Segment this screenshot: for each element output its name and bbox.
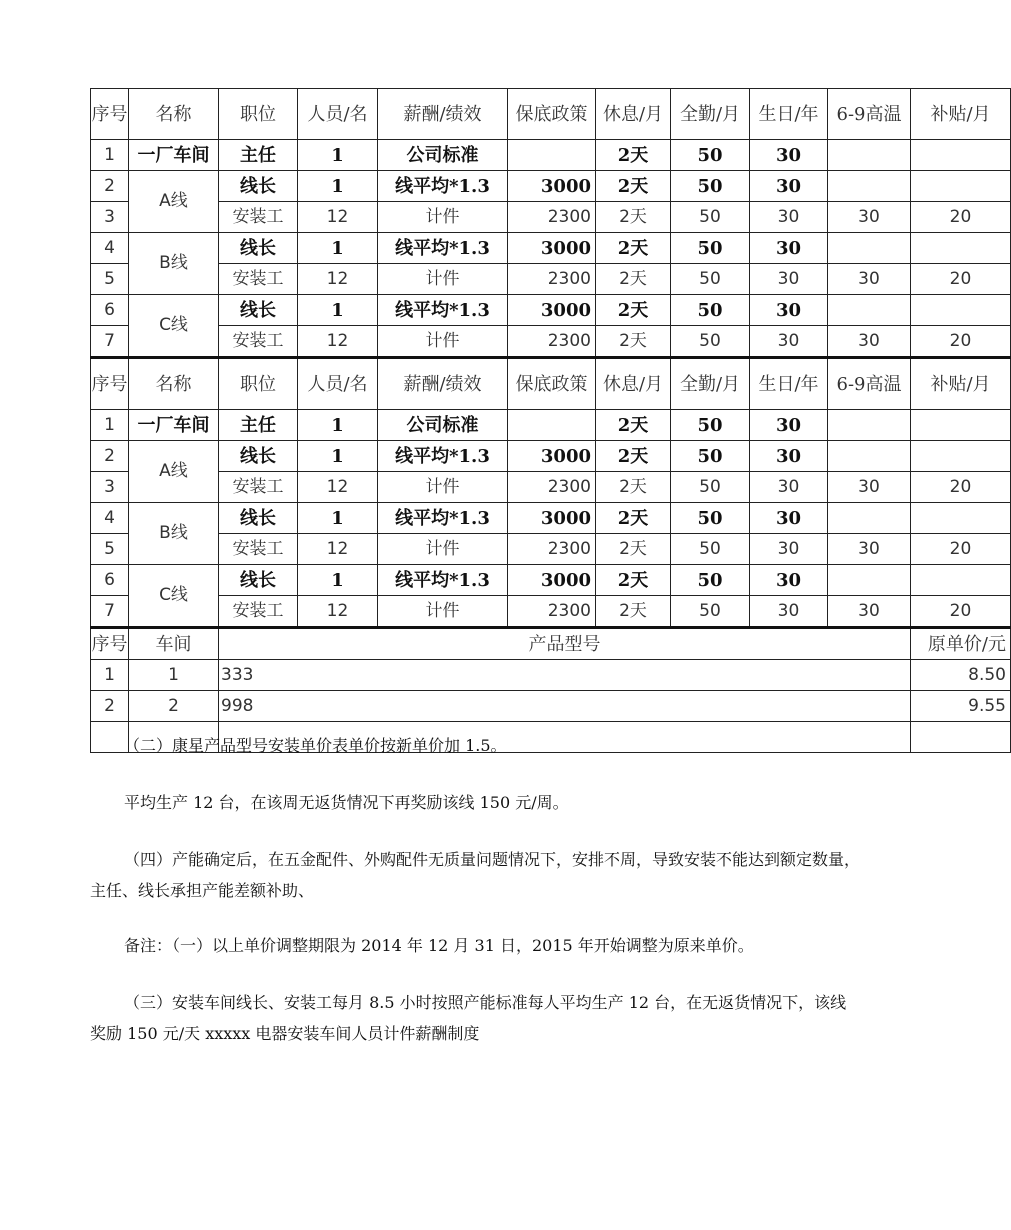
cell-num: 1 bbox=[298, 233, 378, 264]
cell-rest: 2天 bbox=[596, 295, 671, 326]
table-row bbox=[91, 202, 1011, 233]
column-header: 生日/年 bbox=[750, 89, 828, 140]
cell-sub: 20 bbox=[911, 264, 1011, 295]
cell-rest: 2天 bbox=[596, 441, 671, 472]
cell-pos: 线长 bbox=[219, 295, 298, 326]
cell-pos: 安装工 bbox=[219, 472, 298, 503]
column-header: 全勤/月 bbox=[671, 89, 750, 140]
product-header-row bbox=[91, 628, 1011, 660]
table-row bbox=[91, 326, 1011, 358]
cell-bday: 30 bbox=[750, 233, 828, 264]
cell-att: 50 bbox=[671, 534, 750, 565]
cell-pos: 线长 bbox=[219, 233, 298, 264]
cell-heat bbox=[828, 565, 911, 596]
cell-heat bbox=[828, 503, 911, 534]
column-header: 名称 bbox=[129, 89, 219, 140]
cell-num: 1 bbox=[298, 503, 378, 534]
cell-rest: 2天 bbox=[596, 565, 671, 596]
cell-num: 1 bbox=[298, 295, 378, 326]
column-header: 补贴/月 bbox=[911, 358, 1011, 410]
cell-heat: 30 bbox=[828, 326, 911, 358]
cell-sub bbox=[911, 410, 1011, 441]
cell-rest: 2天 bbox=[596, 596, 671, 628]
cell-base: 2300 bbox=[508, 596, 596, 628]
cell-price: 8.50 bbox=[911, 660, 1011, 691]
cell-no: 5 bbox=[91, 264, 129, 295]
cell-heat bbox=[828, 441, 911, 472]
column-header: 产品型号 bbox=[219, 628, 911, 660]
paragraph-4: 备注：（一）以上单价调整期限为 2014 年 12 月 31 日，2015 年开始调整为原来单价。 bbox=[124, 936, 754, 955]
cell-no: 2 bbox=[91, 691, 129, 722]
cell-no: 1 bbox=[91, 410, 129, 441]
column-header: 序号 bbox=[91, 89, 129, 140]
cell-pos: 主任 bbox=[219, 140, 298, 171]
cell-bday: 30 bbox=[750, 171, 828, 202]
cell-rest: 2天 bbox=[596, 140, 671, 171]
body-text bbox=[90, 730, 860, 1049]
cell-line-name: B线 bbox=[129, 503, 219, 565]
salary-table bbox=[90, 88, 1011, 753]
cell-pay: 计件 bbox=[378, 202, 508, 233]
cell-heat bbox=[828, 140, 911, 171]
cell-sub: 20 bbox=[911, 472, 1011, 503]
cell-no: 4 bbox=[91, 503, 129, 534]
cell-no: 1 bbox=[91, 140, 129, 171]
cell-att: 50 bbox=[671, 472, 750, 503]
cell-num: 12 bbox=[298, 326, 378, 358]
cell-rest: 2天 bbox=[596, 326, 671, 358]
cell-bday: 30 bbox=[750, 202, 828, 233]
cell-att: 50 bbox=[671, 140, 750, 171]
cell-sub: 20 bbox=[911, 534, 1011, 565]
column-header: 人员/名 bbox=[298, 89, 378, 140]
column-header: 车间 bbox=[129, 628, 219, 660]
table-row bbox=[91, 140, 1011, 171]
cell-heat: 30 bbox=[828, 264, 911, 295]
cell-line-name: A线 bbox=[129, 441, 219, 503]
cell-no: 3 bbox=[91, 472, 129, 503]
table-row bbox=[91, 441, 1011, 472]
paragraph-3: （四）产能确定后，在五金配件、外购配件无质量问题情况下，安排不周，导致安装不能达到额定数量，主任、线长承担产能差额补助、 bbox=[90, 850, 861, 900]
cell-rest: 2天 bbox=[596, 171, 671, 202]
cell-att: 50 bbox=[671, 410, 750, 441]
paragraph-2: 平均生产 12 台，在该周无返货情况下再奖励该线 150 元/周。 bbox=[124, 793, 569, 812]
cell-heat: 30 bbox=[828, 534, 911, 565]
cell-num: 1 bbox=[298, 441, 378, 472]
cell-bday: 30 bbox=[750, 534, 828, 565]
cell-no: 7 bbox=[91, 596, 129, 628]
cell-num: 1 bbox=[298, 565, 378, 596]
cell-pay: 计件 bbox=[378, 326, 508, 358]
cell-pay: 线平均*1.3 bbox=[378, 441, 508, 472]
cell-att: 50 bbox=[671, 326, 750, 358]
table-row bbox=[91, 534, 1011, 565]
cell-pay: 计件 bbox=[378, 596, 508, 628]
cell-no: 5 bbox=[91, 534, 129, 565]
column-header: 序号 bbox=[91, 628, 129, 660]
cell-line-name: A线 bbox=[129, 171, 219, 233]
cell-base: 3000 bbox=[508, 441, 596, 472]
table-header-row bbox=[91, 89, 1011, 140]
cell-pos: 安装工 bbox=[219, 596, 298, 628]
cell-num: 12 bbox=[298, 472, 378, 503]
cell-name: 一厂车间 bbox=[129, 140, 219, 171]
cell-no: 4 bbox=[91, 233, 129, 264]
cell-sub: 20 bbox=[911, 596, 1011, 628]
cell-base: 3000 bbox=[508, 171, 596, 202]
cell-base: 2300 bbox=[508, 264, 596, 295]
column-header: 序号 bbox=[91, 358, 129, 410]
cell-heat bbox=[828, 171, 911, 202]
cell-rest: 2天 bbox=[596, 233, 671, 264]
cell-heat: 30 bbox=[828, 202, 911, 233]
column-header: 全勤/月 bbox=[671, 358, 750, 410]
column-header: 名称 bbox=[129, 358, 219, 410]
cell-pay: 线平均*1.3 bbox=[378, 295, 508, 326]
cell-sub bbox=[911, 441, 1011, 472]
table-row bbox=[91, 596, 1011, 628]
cell-bday: 30 bbox=[750, 441, 828, 472]
cell-pay: 线平均*1.3 bbox=[378, 503, 508, 534]
cell-sub bbox=[911, 171, 1011, 202]
table-cell bbox=[911, 722, 1011, 753]
cell-att: 50 bbox=[671, 202, 750, 233]
column-header: 保底政策 bbox=[508, 358, 596, 410]
cell-bday: 30 bbox=[750, 503, 828, 534]
cell-name: 一厂车间 bbox=[129, 410, 219, 441]
cell-pos: 安装工 bbox=[219, 326, 298, 358]
table-row bbox=[91, 264, 1011, 295]
cell-base: 3000 bbox=[508, 295, 596, 326]
cell-sub bbox=[911, 140, 1011, 171]
cell-no: 6 bbox=[91, 295, 129, 326]
cell-num: 1 bbox=[298, 410, 378, 441]
cell-heat bbox=[828, 233, 911, 264]
cell-pos: 安装工 bbox=[219, 534, 298, 565]
cell-att: 50 bbox=[671, 565, 750, 596]
cell-no: 7 bbox=[91, 326, 129, 358]
table-row bbox=[91, 295, 1011, 326]
salary-table-region bbox=[90, 88, 1006, 726]
cell-rest: 2天 bbox=[596, 534, 671, 565]
cell-pay: 公司标准 bbox=[378, 140, 508, 171]
cell-pay: 公司标准 bbox=[378, 410, 508, 441]
cell-line-name: C线 bbox=[129, 565, 219, 628]
cell-pos: 线长 bbox=[219, 565, 298, 596]
cell-rest: 2天 bbox=[596, 410, 671, 441]
column-header: 生日/年 bbox=[750, 358, 828, 410]
table-row bbox=[91, 565, 1011, 596]
cell-bday: 30 bbox=[750, 410, 828, 441]
cell-sub bbox=[911, 565, 1011, 596]
cell-pos: 线长 bbox=[219, 441, 298, 472]
column-header: 原单价/元 bbox=[911, 628, 1011, 660]
cell-line-name: C线 bbox=[129, 295, 219, 358]
cell-heat: 30 bbox=[828, 596, 911, 628]
cell-sub bbox=[911, 295, 1011, 326]
cell-no: 2 bbox=[91, 171, 129, 202]
table-row bbox=[91, 410, 1011, 441]
cell-no: 1 bbox=[91, 660, 129, 691]
cell-att: 50 bbox=[671, 171, 750, 202]
cell-bday: 30 bbox=[750, 140, 828, 171]
cell-num: 12 bbox=[298, 596, 378, 628]
cell-rest: 2天 bbox=[596, 264, 671, 295]
cell-bday: 30 bbox=[750, 295, 828, 326]
cell-pay: 计件 bbox=[378, 534, 508, 565]
cell-bday: 30 bbox=[750, 596, 828, 628]
cell-sub bbox=[911, 503, 1011, 534]
cell-bday: 30 bbox=[750, 472, 828, 503]
cell-att: 50 bbox=[671, 295, 750, 326]
cell-heat bbox=[828, 295, 911, 326]
cell-price: 9.55 bbox=[911, 691, 1011, 722]
cell-rest: 2天 bbox=[596, 472, 671, 503]
cell-num: 1 bbox=[298, 140, 378, 171]
cell-base bbox=[508, 140, 596, 171]
cell-rest: 2天 bbox=[596, 503, 671, 534]
column-header: 保底政策 bbox=[508, 89, 596, 140]
cell-att: 50 bbox=[671, 441, 750, 472]
paragraph-1: （二）康星产品型号安装单价表单价按新单价加 1.5。 bbox=[124, 736, 507, 755]
cell-base: 2300 bbox=[508, 202, 596, 233]
cell-pos: 主任 bbox=[219, 410, 298, 441]
cell-att: 50 bbox=[671, 503, 750, 534]
cell-num: 12 bbox=[298, 202, 378, 233]
cell-model: 998 bbox=[219, 691, 911, 722]
paragraph-5: （三）安装车间线长、安装工每月 8.5 小时按照产能标准每人平均生产 12 台，在无返货情况下，该线奖励 150 元/天 xxxxx 电器安装车间人员计件薪酬制度 bbox=[90, 993, 847, 1043]
column-header: 人员/名 bbox=[298, 358, 378, 410]
cell-att: 50 bbox=[671, 596, 750, 628]
cell-no: 6 bbox=[91, 565, 129, 596]
cell-base: 3000 bbox=[508, 233, 596, 264]
cell-pay: 线平均*1.3 bbox=[378, 233, 508, 264]
cell-att: 50 bbox=[671, 264, 750, 295]
cell-base: 2300 bbox=[508, 472, 596, 503]
cell-pos: 线长 bbox=[219, 171, 298, 202]
cell-num: 12 bbox=[298, 264, 378, 295]
cell-num: 1 bbox=[298, 171, 378, 202]
cell-sub: 20 bbox=[911, 326, 1011, 358]
cell-att: 50 bbox=[671, 233, 750, 264]
cell-pos: 安装工 bbox=[219, 202, 298, 233]
column-header: 薪酬/绩效 bbox=[378, 89, 508, 140]
column-header: 休息/月 bbox=[596, 89, 671, 140]
product-row bbox=[91, 691, 1011, 722]
cell-base: 3000 bbox=[508, 565, 596, 596]
cell-pay: 计件 bbox=[378, 472, 508, 503]
cell-pay: 线平均*1.3 bbox=[378, 565, 508, 596]
table-row bbox=[91, 472, 1011, 503]
cell-num: 12 bbox=[298, 534, 378, 565]
cell-sub bbox=[911, 233, 1011, 264]
cell-pay: 计件 bbox=[378, 264, 508, 295]
product-row bbox=[91, 660, 1011, 691]
cell-line-name: B线 bbox=[129, 233, 219, 295]
column-header: 职位 bbox=[219, 358, 298, 410]
cell-no: 2 bbox=[91, 441, 129, 472]
cell-heat: 30 bbox=[828, 472, 911, 503]
column-header: 6-9高温 bbox=[828, 89, 911, 140]
cell-pos: 安装工 bbox=[219, 264, 298, 295]
cell-model: 333 bbox=[219, 660, 911, 691]
column-header: 补贴/月 bbox=[911, 89, 1011, 140]
column-header: 薪酬/绩效 bbox=[378, 358, 508, 410]
cell-heat bbox=[828, 410, 911, 441]
cell-no: 3 bbox=[91, 202, 129, 233]
cell-bday: 30 bbox=[750, 565, 828, 596]
cell-bday: 30 bbox=[750, 326, 828, 358]
cell-sub: 20 bbox=[911, 202, 1011, 233]
cell-pos: 线长 bbox=[219, 503, 298, 534]
cell-shop: 2 bbox=[129, 691, 219, 722]
cell-base: 2300 bbox=[508, 326, 596, 358]
column-header: 职位 bbox=[219, 89, 298, 140]
table-row bbox=[91, 503, 1011, 534]
column-header: 休息/月 bbox=[596, 358, 671, 410]
table-row bbox=[91, 233, 1011, 264]
cell-pay: 线平均*1.3 bbox=[378, 171, 508, 202]
cell-base: 2300 bbox=[508, 534, 596, 565]
cell-shop: 1 bbox=[129, 660, 219, 691]
cell-base: 3000 bbox=[508, 503, 596, 534]
cell-bday: 30 bbox=[750, 264, 828, 295]
cell-rest: 2天 bbox=[596, 202, 671, 233]
cell-base bbox=[508, 410, 596, 441]
table-header-row bbox=[91, 358, 1011, 410]
table-row bbox=[91, 171, 1011, 202]
column-header: 6-9高温 bbox=[828, 358, 911, 410]
